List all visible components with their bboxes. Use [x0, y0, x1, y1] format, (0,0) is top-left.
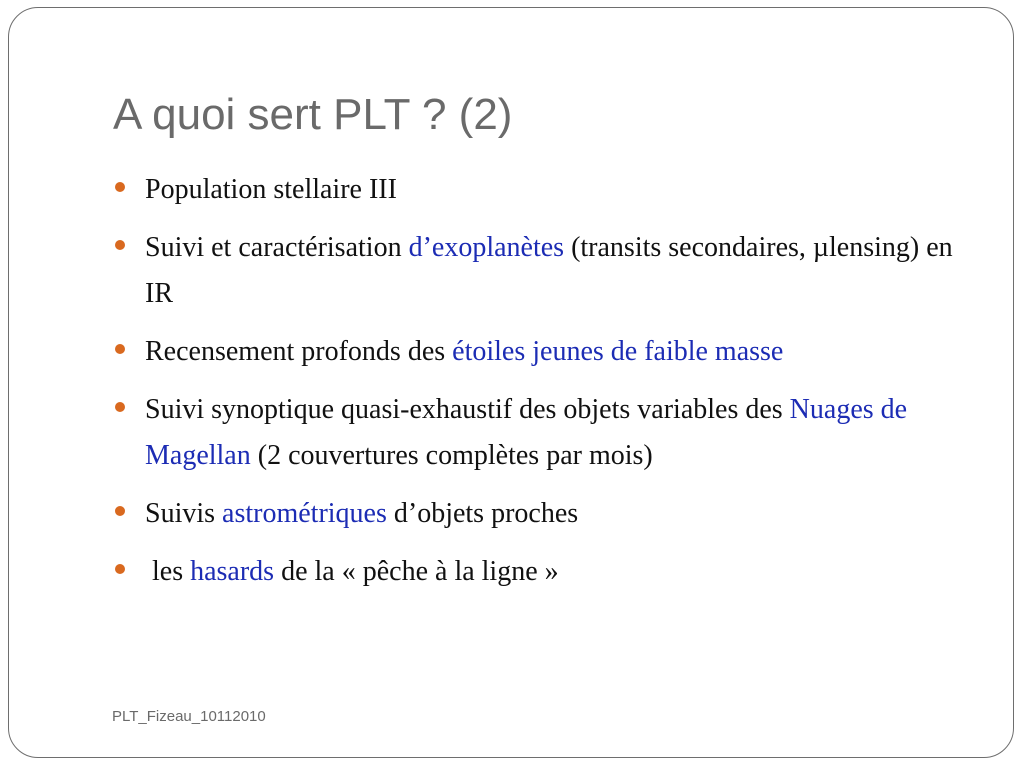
bullet-icon [115, 506, 125, 516]
bullet-text: Suivis [145, 498, 223, 529]
bullet-text: (2 couvertures complètes par mois) [250, 440, 653, 471]
bullet-item [114, 329, 974, 375]
bullet-icon [115, 344, 125, 354]
bullet-item [114, 549, 974, 595]
bullet-text: (transits secondaires, µlensing) en IR [145, 232, 953, 309]
bullet-text: Suivi et caractérisation [145, 232, 409, 263]
bullet-text: de la « pêche à la ligne » [274, 556, 559, 587]
bullet-item [114, 167, 974, 213]
bullet-icon [115, 182, 125, 192]
slide-title: A quoi sert PLT ? (2) [113, 90, 513, 139]
bullet-text: Population stellaire III [145, 174, 397, 205]
bullet-item [114, 491, 974, 537]
bullet-text: les [145, 556, 191, 587]
bullet-highlight: hasards [190, 556, 275, 587]
bullet-list [114, 167, 974, 607]
bullet-item [114, 387, 974, 479]
bullet-icon [115, 402, 125, 412]
bullet-icon [115, 240, 125, 250]
bullet-highlight: étoiles jeunes de faible masse [452, 336, 784, 367]
bullet-text: Suivi synoptique quasi-exhaustif des objets variables des [145, 394, 790, 425]
slide-footer: PLT_Fizeau_10112010 [112, 708, 266, 725]
bullet-text: d’objets proches [386, 498, 579, 529]
bullet-highlight: astrométriques [222, 498, 387, 529]
bullet-item [114, 225, 974, 317]
bullet-highlight: Nuages de Magellan [145, 394, 908, 471]
bullet-highlight: d’exoplanètes [408, 232, 565, 263]
bullet-text: Recensement profonds des [145, 336, 453, 367]
bullet-icon [115, 564, 125, 574]
